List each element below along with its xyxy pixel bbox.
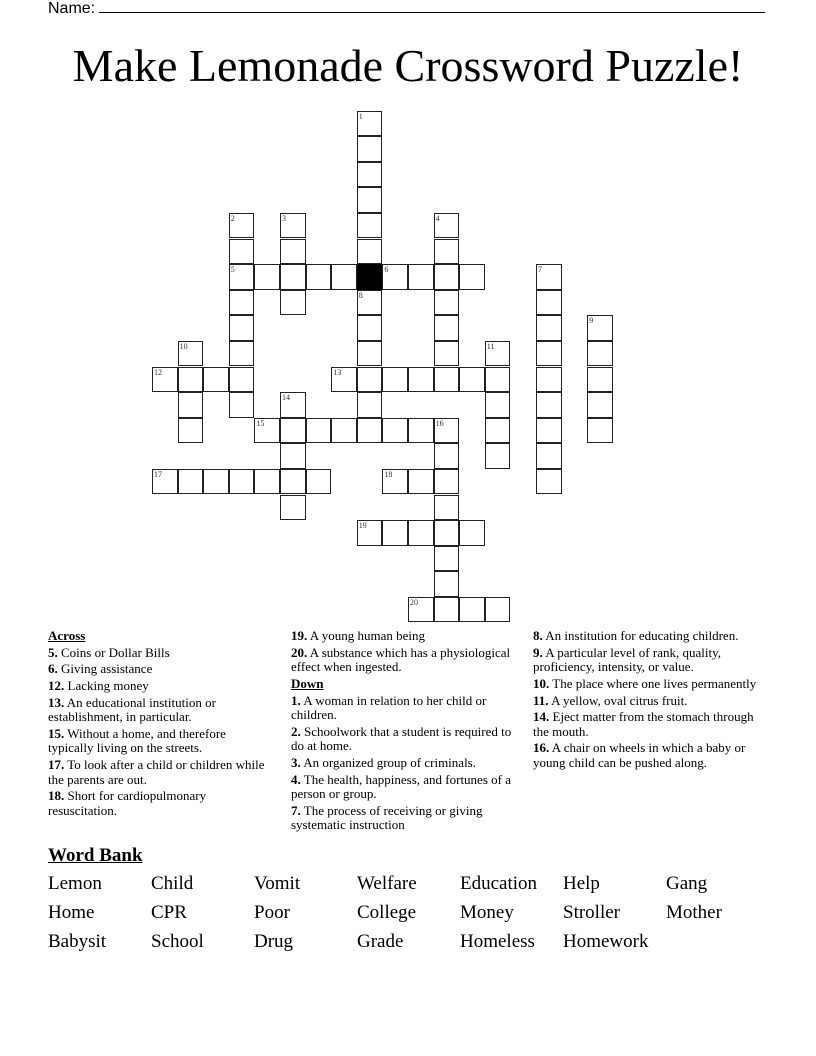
grid-cell[interactable] xyxy=(434,213,460,239)
grid-cell[interactable] xyxy=(382,469,408,495)
word-bank-item: Vomit xyxy=(254,873,301,894)
grid-cell[interactable] xyxy=(357,367,383,393)
grid-cell[interactable] xyxy=(357,111,383,137)
clue-down-3: 3. An organized group of criminals. xyxy=(291,754,476,770)
across-heading: Across xyxy=(48,628,86,643)
word-bank-item: Drug xyxy=(254,931,294,952)
grid-cell[interactable] xyxy=(306,469,332,495)
grid-cell[interactable] xyxy=(434,597,460,623)
grid-cell[interactable] xyxy=(178,469,204,495)
grid-cell[interactable] xyxy=(306,264,332,290)
clues-column-1 xyxy=(48,629,273,821)
grid-cell[interactable] xyxy=(434,546,460,572)
clue-down-1: 1. A woman in relation to her child or children. xyxy=(291,692,487,723)
grid-cell[interactable] xyxy=(587,392,613,418)
grid-cell[interactable] xyxy=(536,443,562,469)
grid-cell[interactable] xyxy=(280,443,306,469)
grid-cell[interactable] xyxy=(254,418,280,444)
grid-cell[interactable] xyxy=(408,597,434,623)
black-cell xyxy=(357,264,383,290)
grid-cell[interactable] xyxy=(203,367,229,393)
grid-cell[interactable] xyxy=(382,418,408,444)
grid-cell[interactable] xyxy=(152,469,178,495)
clue-down-7: 7. The process of receiving or giving systematic instruction xyxy=(291,802,483,833)
grid-cell[interactable] xyxy=(357,213,383,239)
clue-number: 14 xyxy=(282,393,290,403)
clue-down-10: 10. The place where one lives permanently xyxy=(533,675,757,691)
clue-down-16: 16. A chair on wheels in which a baby or young child can be pushed along. xyxy=(533,740,746,770)
grid-cell[interactable] xyxy=(357,315,383,341)
grid-cell[interactable] xyxy=(280,392,306,418)
clue-number: 17 xyxy=(154,469,162,479)
clue-down-4: 4. The health, happiness, and fortunes of a person or group. xyxy=(291,771,511,802)
grid-cell[interactable] xyxy=(229,264,255,290)
word-bank-item: Child xyxy=(151,873,194,894)
grid-cell[interactable] xyxy=(485,341,511,367)
grid-cell[interactable] xyxy=(536,341,562,367)
clue-across-19: 19. A young human being xyxy=(291,628,425,643)
word-bank-item: Gang xyxy=(666,873,708,894)
clue-number: 19 xyxy=(358,521,367,531)
grid-cell[interactable] xyxy=(485,392,511,418)
grid-cell[interactable] xyxy=(178,418,204,444)
word-bank-item: Mother xyxy=(666,902,722,923)
grid-cell[interactable] xyxy=(459,264,485,290)
grid-cell[interactable] xyxy=(408,264,434,290)
down-heading: Down xyxy=(291,675,324,691)
grid-cell[interactable] xyxy=(536,392,562,418)
word-bank-item: Grade xyxy=(357,931,404,952)
grid-cell[interactable] xyxy=(178,367,204,393)
grid-cell[interactable] xyxy=(331,367,357,393)
clue-down-8: 8. An institution for educating children. xyxy=(533,628,739,643)
page-title: Make Lemonade Crossword Puzzle! xyxy=(72,40,744,91)
grid-cell[interactable] xyxy=(152,367,178,393)
grid-cell[interactable] xyxy=(280,213,306,239)
word-bank-item: Poor xyxy=(254,902,290,923)
word-bank-item: Babysit xyxy=(48,931,107,952)
clue-number: 11 xyxy=(486,341,495,351)
grid-cell[interactable] xyxy=(459,367,485,393)
clue-across-15: 15. Without a home, and therefore typically living on the streets. xyxy=(48,725,226,756)
clue-number: 16 xyxy=(435,418,444,428)
grid-cell[interactable] xyxy=(434,290,460,316)
grid-cell[interactable] xyxy=(357,341,383,367)
clue-number: 15 xyxy=(256,418,265,428)
grid-cell[interactable] xyxy=(434,443,460,469)
clue-number: 4 xyxy=(435,213,440,223)
grid-cell[interactable] xyxy=(536,264,562,290)
grid-cell[interactable] xyxy=(229,469,255,495)
clue-down-14: 14. Eject matter from the stomach through the mouth. xyxy=(533,709,754,739)
grid-cell[interactable] xyxy=(536,418,562,444)
grid-cell[interactable] xyxy=(382,367,408,393)
grid-cell[interactable] xyxy=(408,418,434,444)
grid-cell[interactable] xyxy=(587,341,613,367)
grid-cell[interactable] xyxy=(587,367,613,393)
clue-number: 6 xyxy=(384,265,389,275)
word-bank-item: CPR xyxy=(151,902,187,923)
grid-cell[interactable] xyxy=(229,239,255,265)
clue-number: 13 xyxy=(333,367,342,377)
word-bank-item: Education xyxy=(460,873,538,894)
clue-across-13: 13. An educational institution or establishment, in particular. xyxy=(48,694,216,725)
clues-column-2 xyxy=(291,629,516,835)
grid-cell[interactable] xyxy=(254,469,280,495)
word-bank-item: Help xyxy=(563,873,600,894)
grid-cell[interactable] xyxy=(382,264,408,290)
clue-number: 12 xyxy=(154,367,162,377)
clue-down-11: 11. A yellow, oval citrus fruit. xyxy=(533,692,688,708)
word-bank-item: Stroller xyxy=(563,902,620,923)
grid-cell[interactable] xyxy=(459,520,485,546)
grid-cell[interactable] xyxy=(536,290,562,316)
grid-cell[interactable] xyxy=(485,443,511,469)
grid-cell[interactable] xyxy=(434,341,460,367)
word-bank-title: Word Bank xyxy=(48,845,143,866)
grid-cell[interactable] xyxy=(357,239,383,265)
clue-number: 7 xyxy=(538,265,542,275)
grid-cell[interactable] xyxy=(434,315,460,341)
name-label: Name: xyxy=(48,0,96,17)
grid-cell[interactable] xyxy=(357,136,383,162)
word-bank-item: Lemon xyxy=(48,873,102,894)
grid-cell[interactable] xyxy=(331,264,357,290)
grid-cell[interactable] xyxy=(382,520,408,546)
clue-number: 3 xyxy=(282,213,286,223)
grid-cell[interactable] xyxy=(459,597,485,623)
clue-number: 10 xyxy=(179,341,188,351)
clue-number: 20 xyxy=(410,597,418,607)
grid-cell[interactable] xyxy=(536,469,562,495)
grid-cell[interactable] xyxy=(434,571,460,597)
word-bank-item: Money xyxy=(460,902,514,923)
clue-across-17: 17. To look after a child or children while the parents are out. xyxy=(48,757,265,787)
grid-cell[interactable] xyxy=(280,290,306,316)
grid-cell[interactable] xyxy=(434,495,460,521)
word-bank-item: Welfare xyxy=(357,873,417,894)
clue-number: 18 xyxy=(384,469,393,479)
grid-cell[interactable] xyxy=(408,469,434,495)
clue-across-6: 6. Giving assistance xyxy=(48,661,153,677)
grid-cell[interactable] xyxy=(357,520,383,546)
grid-cell[interactable] xyxy=(357,187,383,213)
grid-cell[interactable] xyxy=(587,315,613,341)
grid-cell[interactable] xyxy=(485,367,511,393)
clue-down-2: 2. Schoolwork that a student is required to do at home. xyxy=(291,723,512,754)
grid-cell[interactable] xyxy=(408,367,434,393)
clue-number: 8 xyxy=(358,290,363,300)
grid-cell[interactable] xyxy=(357,418,383,444)
clue-across-5: 5. Coins or Dollar Bills xyxy=(48,644,170,660)
clue-down-9: 9. A particular level of rank, quality, proficiency, intensity, or value. xyxy=(533,644,721,675)
clue-number: 2 xyxy=(230,213,235,223)
grid-cell[interactable] xyxy=(357,290,383,316)
grid-cell[interactable] xyxy=(178,392,204,418)
grid-cell[interactable] xyxy=(178,341,204,367)
clue-number: 5 xyxy=(230,265,235,275)
grid-cell[interactable] xyxy=(254,264,280,290)
grid-cell[interactable] xyxy=(280,239,306,265)
word-bank-item: School xyxy=(151,931,204,952)
clue-number: 1 xyxy=(358,111,363,121)
grid-cell[interactable] xyxy=(536,315,562,341)
grid-cell[interactable] xyxy=(587,418,613,444)
grid-cell[interactable] xyxy=(229,315,255,341)
grid-cell[interactable] xyxy=(229,367,255,393)
grid-cell[interactable] xyxy=(485,597,511,623)
grid-cell[interactable] xyxy=(536,367,562,393)
grid-cell[interactable] xyxy=(331,418,357,444)
word-bank-item: Homeless xyxy=(460,931,535,952)
grid-cell[interactable] xyxy=(434,469,460,495)
grid-cell[interactable] xyxy=(434,264,460,290)
clue-across-12: 12. Lacking money xyxy=(48,678,149,694)
grid-cell[interactable] xyxy=(357,392,383,418)
grid-cell[interactable] xyxy=(434,520,460,546)
grid-cell[interactable] xyxy=(280,418,306,444)
clues-column-3 xyxy=(533,629,758,773)
grid-cell[interactable] xyxy=(434,239,460,265)
grid-cell[interactable] xyxy=(229,392,255,418)
grid-cell[interactable] xyxy=(434,367,460,393)
grid-cell[interactable] xyxy=(229,213,255,239)
clue-across-18: 18. Short for cardiopulmonary resuscitation. xyxy=(48,788,207,818)
grid-cell[interactable] xyxy=(280,264,306,290)
word-bank-item: College xyxy=(357,902,417,923)
word-bank-item: Home xyxy=(48,902,95,923)
grid-cell[interactable] xyxy=(280,469,306,495)
clue-across-20: 20. A substance which has a physiological effect when ingested. xyxy=(291,644,511,675)
grid-cell[interactable] xyxy=(408,520,434,546)
grid-cell[interactable] xyxy=(485,418,511,444)
grid-cell[interactable] xyxy=(357,162,383,188)
word-bank-item: Homework xyxy=(563,931,649,952)
clue-number: 9 xyxy=(589,316,594,326)
grid-cell[interactable] xyxy=(203,469,229,495)
grid-cell[interactable] xyxy=(434,418,460,444)
grid-cell[interactable] xyxy=(229,290,255,316)
word-bank xyxy=(48,872,768,954)
grid-cell[interactable] xyxy=(229,341,255,367)
grid-cell[interactable] xyxy=(280,495,306,521)
grid-cell[interactable] xyxy=(306,418,332,444)
